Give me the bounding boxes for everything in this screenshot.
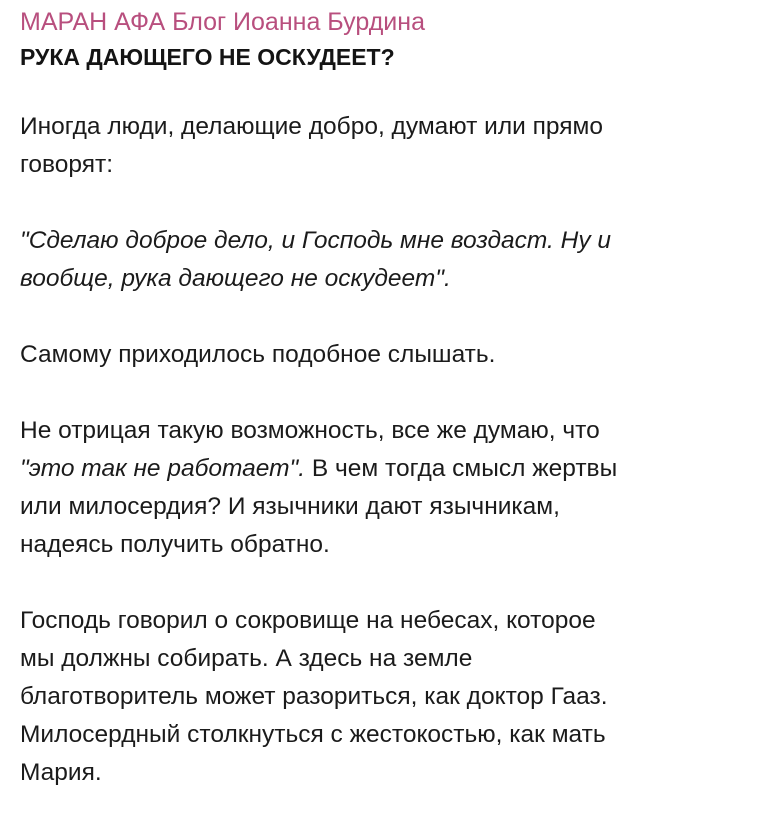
text-line: вообще, рука дающего не оскудеет". [20, 265, 451, 292]
text-line: Не отрицая такую возможность, все же думаю, что [20, 417, 600, 444]
text-line: надеясь получить обратно. [20, 531, 330, 558]
text-line: Иногда люди, делающие добро, думают или прямо [20, 113, 603, 140]
post-title: РУКА ДАЮЩЕГО НЕ ОСКУДЕЕТ? [20, 44, 395, 70]
text-segment: В чем тогда смысл жертвы [305, 455, 618, 482]
text-line: "Сделаю доброе дело, и Господь мне воздаст. Ну и [20, 227, 612, 254]
text-line: благотворитель может разориться, как доктор Гааз. [20, 683, 608, 710]
paragraph-doubt [20, 412, 748, 564]
text-line: мы должны собирать. А здесь на земле [20, 645, 473, 672]
text-line: говорят: [20, 151, 114, 178]
text-line: или милосердия? И язычники дают язычникам, [20, 493, 560, 520]
paragraph-heard [20, 336, 748, 374]
paragraph-quote [20, 222, 748, 298]
paragraph-intro [20, 108, 748, 184]
paragraph-treasure [20, 602, 748, 792]
text-line: Самому приходилось подобное слышать. [20, 341, 496, 368]
text-line: Мария. [20, 759, 102, 786]
channel-name[interactable]: МАРАН АФА Блог Иоанна Бурдина [20, 8, 425, 36]
post [20, 4, 748, 830]
text-line: Господь говорил о сокровище на небесах, которое [20, 607, 596, 634]
italic-phrase: "это так не работает". [20, 455, 306, 482]
text-line [20, 450, 748, 488]
text-line: Милосердный столкнуться с жестокостью, как мать [20, 721, 606, 748]
